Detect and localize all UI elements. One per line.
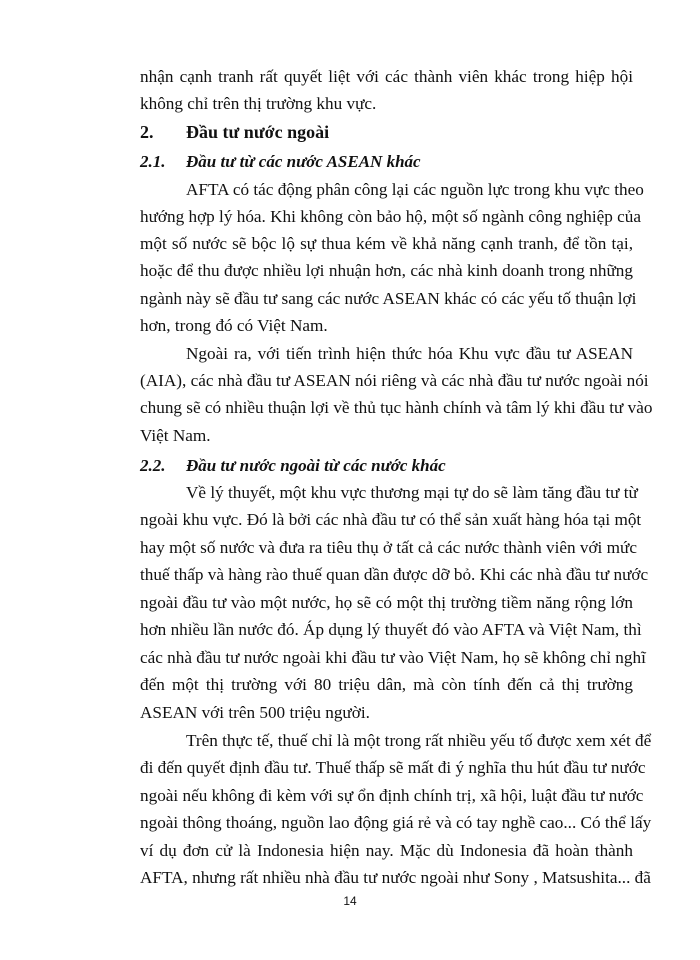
text-line: hay một số nước và đưa ra tiêu thụ ở tất cả các nước thành viên với mức: [140, 538, 637, 557]
section-number: 2.: [140, 122, 154, 142]
text-line: (AIA), các nhà đầu tư ASEAN nói riêng và các nhà đầu tư nước ngoài nói: [140, 371, 649, 390]
text-line: Về lý thuyết, một khu vực thương mại tự do sẽ làm tăng đầu tư từ: [186, 483, 638, 502]
text-line: AFTA, nhưng rất nhiều nhà đầu tư nước ngoài như Sony , Matsushita... đã: [140, 868, 651, 887]
text-line: ví dụ đơn cử là Indonesia hiện nay. Mặc dù Indonesia đã hoàn thành: [140, 841, 633, 860]
subsection-number: 2.1.: [140, 152, 166, 171]
text-line: Việt Nam.: [140, 426, 211, 445]
text-line: không chỉ trên thị trường khu vực.: [140, 94, 377, 113]
text-line: ngoài khu vực. Đó là bởi các nhà đầu tư có thể sản xuất hàng hóa tại một: [140, 510, 642, 529]
text-line: hơn nhiều lần nước đó. Áp dụng lý thuyết đó vào AFTA và Việt Nam, thì: [140, 620, 642, 639]
text-line: ASEAN với trên 500 triệu người.: [140, 703, 370, 722]
text-line: nhận cạnh tranh rất quyết liệt với các thành viên khác trong hiệp hội: [140, 67, 633, 86]
section-title: Đầu tư nước ngoài: [186, 122, 330, 142]
subsection-number: 2.2.: [140, 456, 166, 475]
subsection-title: Đầu tư nước ngoài từ các nước khác: [186, 456, 446, 475]
text-line: hướng hợp lý hóa. Khi không còn bảo hộ, một số ngành công nghiệp của: [140, 207, 642, 226]
text-line: hơn, trong đó có Việt Nam.: [140, 316, 328, 335]
page-number: 14: [343, 894, 357, 908]
text-line: hoặc để thu được nhiều lợi nhuận hơn, các nhà kinh doanh trong những: [140, 261, 633, 280]
text-line: chung sẽ có nhiều thuận lợi về thủ tục hành chính và tâm lý khi đầu tư vào: [140, 398, 653, 417]
text-line: ngoài nếu không đi kèm với sự ổn định chính trị, xã hội, luật đầu tư nước: [140, 786, 644, 805]
text-line: ngành này sẽ đầu tư sang các nước ASEAN khác có các yếu tố thuận lợi: [140, 289, 637, 308]
text-line: đi đến quyết định đầu tư. Thuế thấp sẽ mất đi ý nghĩa thu hút đầu tư nước: [140, 758, 646, 777]
text-line: Ngoài ra, với tiến trình hiện thức hóa Khu vực đầu tư ASEAN: [186, 344, 633, 363]
text-line: đến một thị trường với 80 triệu dân, mà còn tính đến cả thị trường: [140, 675, 633, 694]
text-line: ngoài thông thoáng, nguồn lao động giá rẻ và có tay nghề cao... Có thể lấy: [140, 813, 652, 832]
subsection-title: Đầu tư từ các nước ASEAN khác: [186, 152, 421, 171]
text-line: AFTA có tác động phân công lại các nguồn lực trong khu vực theo: [186, 180, 644, 199]
text-line: một số nước sẽ bộc lộ sự thua kém về khả năng cạnh tranh, để tồn tại,: [140, 234, 633, 253]
text-line: thuế thấp và hàng rào thuế quan dần được dỡ bỏ. Khi các nhà đầu tư nước: [140, 565, 649, 584]
text-line: ngoài đầu tư vào một nước, họ sẽ có một thị trường tiềm năng rộng lớn: [140, 593, 633, 612]
text-line: Trên thực tế, thuế chỉ là một trong rất nhiều yếu tố được xem xét để: [186, 731, 652, 750]
text-line: các nhà đầu tư nước ngoài khi đầu tư vào Việt Nam, họ sẽ không chỉ nghĩ: [140, 648, 646, 667]
